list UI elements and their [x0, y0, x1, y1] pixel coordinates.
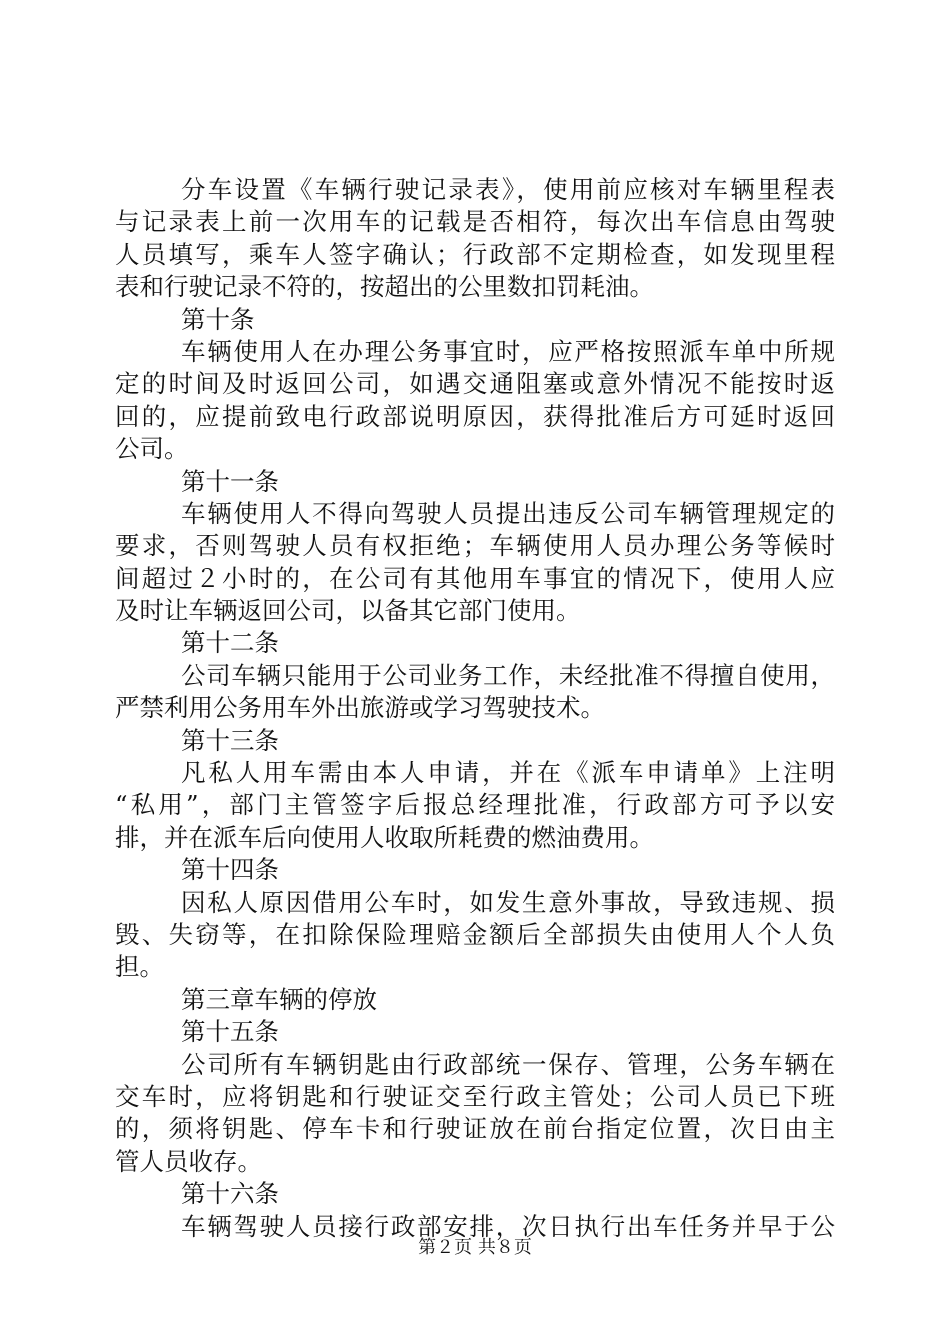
paragraph-line: 排，并在派车后向使用人收取所耗费的燃油费用。: [115, 822, 654, 852]
paragraph-line: 公司所有车辆钥匙由行政部统一保存、管理，公务车辆在: [181, 1049, 835, 1079]
page-footer: [0, 1236, 950, 1260]
article-heading: 第十四条: [181, 855, 279, 885]
paragraph-line: 因私人原因借用公车时，如发生意外事故，导致违规、损: [181, 887, 835, 917]
paragraph-line: 分车设置《车辆行驶记录表》，使用前应核对车辆里程表: [181, 175, 835, 204]
paragraph-line: 毁、失窃等，在扣除保险理赔金额后全部损失由使用人个人负: [115, 919, 835, 949]
paragraph-line: 公司。: [115, 434, 189, 464]
paragraph-line: 回的，应提前致电行政部说明原因，获得批准后方可延时返回: [115, 401, 835, 431]
article-heading: 第十六条: [181, 1179, 279, 1209]
paragraph-line: 凡私人用车需由本人申请，并在《派车申请单》上注明: [181, 758, 835, 788]
paragraph-line: 与记录表上前一次用车的记载是否相符，每次出车信息由驾驶: [115, 207, 835, 237]
article-heading: 第十三条: [181, 725, 279, 755]
paragraph-line: “私用”，部门主管签字后报总经理批准，行政部方可予以安: [115, 790, 835, 820]
paragraph-line: 交车时，应将钥匙和行驶证交至行政主管处；公司人员已下班: [115, 1081, 835, 1111]
paragraph-line: 定的时间及时返回公司，如遇交通阻塞或意外情况不能按时返: [115, 369, 835, 399]
paragraph-line: 要求，否则驾驶人员有权拒绝；车辆使用人员办理公务等候时: [115, 531, 835, 561]
paragraph-line: 公司车辆只能用于公司业务工作，未经批准不得擅自使用，: [181, 660, 835, 690]
paragraph-line: 管人员收存。: [115, 1146, 262, 1176]
paragraph-line: 担。: [115, 952, 164, 982]
article-heading: 第十条: [181, 304, 255, 334]
paragraph-line: 车辆驾驶人员接行政部安排，次日执行出车任务并早于公: [181, 1211, 835, 1241]
document-body: [115, 174, 835, 1243]
paragraph-line: 间超过２小时的，在公司有其他用车事宜的情况下，使用人应: [115, 563, 835, 593]
paragraph-line: 人员填写，乘车人签字确认；行政部不定期检查，如发现里程: [115, 239, 835, 269]
paragraph-line: 及时让车辆返回公司，以备其它部门使用。: [115, 596, 581, 626]
paragraph-line: 车辆使用人不得向驾驶人员提出违反公司车辆管理规定的: [181, 498, 835, 528]
paragraph-line: 的，须将钥匙、停车卡和行驶证放在前台指定位置，次日由主: [115, 1114, 835, 1144]
article-heading: 第十五条: [181, 1017, 279, 1047]
paragraph-line: 严禁利用公务用车外出旅游或学习驾驶技术。: [115, 693, 605, 723]
article-heading: 第三章车辆的停放: [181, 984, 377, 1014]
article-heading: 第十一条: [181, 466, 279, 496]
paragraph-line: 表和行驶记录不符的，按超出的公里数扣罚耗油。: [115, 272, 654, 302]
article-heading: 第十二条: [181, 628, 279, 658]
page-number: 第２页 共８页: [418, 1237, 532, 1258]
paragraph-line: 车辆使用人在办理公务事宜时，应严格按照派车单中所规: [181, 336, 835, 366]
